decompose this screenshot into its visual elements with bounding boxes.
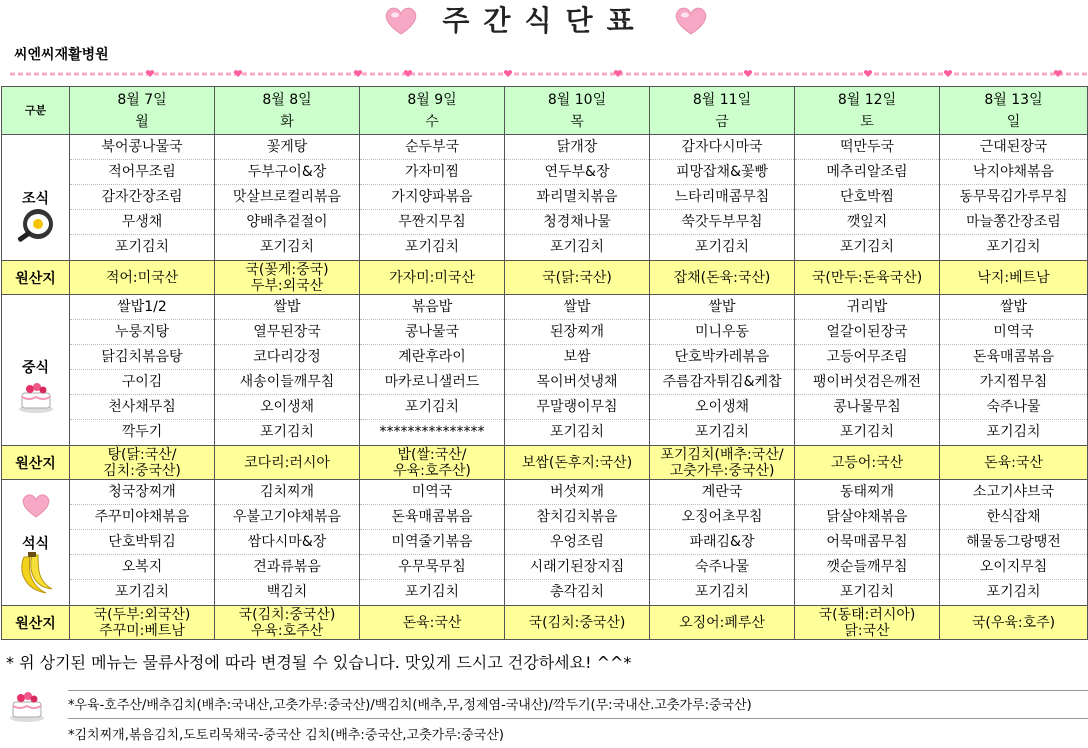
menu-item: 동태찌개 — [795, 480, 939, 505]
origin-line: 국(두부:외국산) — [93, 606, 191, 623]
divider — [68, 690, 1088, 691]
origin-line: 코다리:러시아 — [244, 454, 330, 471]
menu-item: 순두부국 — [360, 135, 504, 160]
menu-item: 천사채무침 — [70, 395, 214, 420]
origin-cell — [795, 446, 940, 480]
origin-line: 국(닭:국산) — [542, 269, 612, 286]
menu-item: 단호박찜 — [795, 185, 939, 210]
origin-line: 주꾸미:베트남 — [99, 622, 185, 639]
meal-label — [2, 135, 70, 261]
menu-item: 맛살브로컬리볶음 — [215, 185, 359, 210]
menu-item: 포기김치 — [549, 424, 605, 440]
menu-item: 감자다시마국 — [650, 135, 794, 160]
origin-label: 원산지 — [2, 261, 70, 295]
menu-item: 쌀밥 — [940, 295, 1087, 320]
day-date: 8월 8일 — [262, 91, 312, 108]
origin-cell — [940, 606, 1088, 640]
menu-item: 감자간장조림 — [70, 185, 214, 210]
menu-item: 포기김치 — [114, 239, 170, 255]
fried-egg-pan-icon — [16, 206, 56, 250]
menu-item: 깍두기 — [121, 424, 163, 440]
origin-cell — [505, 606, 650, 640]
origin-cell — [650, 446, 795, 480]
menu-item: 포기김치 — [986, 424, 1041, 440]
origin-line: 고등어:국산 — [830, 454, 904, 471]
menu-item: 된장찌개 — [505, 320, 649, 345]
menu-item: 주꾸미야채볶음 — [70, 505, 214, 530]
menu-item: 연두부&장 — [505, 160, 649, 185]
menu-item: 쌀밥1/2 — [70, 295, 214, 320]
origin-label: 원산지 — [2, 606, 70, 640]
meal-row — [2, 295, 1088, 446]
menu-cell — [940, 295, 1088, 446]
weekly-menu-table — [1, 86, 1088, 640]
footer-line-2: *김치찌개,볶음김치,도토리묵채국-중국산 김치(배추:중국산,고춧가루:중국산) — [68, 728, 504, 743]
menu-item: 백김치 — [266, 584, 308, 600]
origin-line: 밥(쌀:국산/ — [397, 446, 467, 463]
origin-line: 국(만두:돈육국산) — [811, 269, 923, 286]
menu-item: 오징어초무침 — [650, 505, 794, 530]
menu-item: 꽃게탕 — [215, 135, 359, 160]
menu-item: 숙주나물 — [940, 395, 1087, 420]
menu-item: 쌀밥 — [505, 295, 649, 320]
day-date: 8월 10일 — [547, 91, 607, 108]
day-weekday: 금 — [715, 113, 729, 130]
origin-cell — [940, 261, 1088, 295]
page-header — [0, 0, 1088, 44]
day-date: 8월 12일 — [837, 91, 897, 108]
heart-icon — [21, 493, 51, 523]
heart-divider — [10, 70, 1088, 78]
menu-item: 계란국 — [650, 480, 794, 505]
menu-item: 가자미찜 — [360, 160, 504, 185]
menu-item: 청경채나물 — [505, 210, 649, 235]
menu-item: 파래김&장 — [650, 530, 794, 555]
origin-line: 보쌈(돈후지:국산) — [521, 454, 633, 471]
menu-item: 귀리밥 — [795, 295, 939, 320]
menu-cell — [505, 480, 650, 606]
origin-line: 우육:호주산) — [393, 462, 471, 479]
menu-item: 마늘쫑간장조림 — [940, 210, 1087, 235]
menu-item: 김치찌개 — [215, 480, 359, 505]
day-header — [215, 87, 360, 135]
menu-item: 미역국 — [360, 480, 504, 505]
menu-item: 포기김치 — [114, 584, 170, 600]
menu-item: 소고기샤브국 — [940, 480, 1087, 505]
origin-cell — [360, 261, 505, 295]
menu-item: 포기김치 — [694, 424, 750, 440]
day-weekday: 목 — [570, 113, 584, 130]
origin-line: 탕(닭:국산/ — [107, 446, 177, 463]
menu-item: 한식잡채 — [940, 505, 1087, 530]
origin-cell — [360, 606, 505, 640]
menu-item: 느타리매콤무침 — [650, 185, 794, 210]
menu-item: 숙주나물 — [650, 555, 794, 580]
day-header — [795, 87, 940, 135]
menu-cell — [650, 135, 795, 261]
menu-item: 포기김치 — [839, 584, 895, 600]
meal-row — [2, 480, 1088, 606]
menu-item: 양배추겉절이 — [215, 210, 359, 235]
menu-item: 닭김치볶음탕 — [70, 345, 214, 370]
origin-line: 오징어:페루산 — [679, 614, 765, 631]
menu-item: 오이지무침 — [940, 555, 1087, 580]
menu-item: 참치김치볶음 — [505, 505, 649, 530]
day-date: 8월 7일 — [117, 91, 167, 108]
menu-item: 포기김치 — [839, 424, 895, 440]
meal-label-wrap — [2, 295, 69, 445]
menu-item: 깻잎지 — [795, 210, 939, 235]
menu-item: 미니우동 — [650, 320, 794, 345]
menu-item: 무말랭이무침 — [505, 395, 649, 420]
origin-line: 돈육:국산 — [402, 614, 462, 631]
menu-item: 얼갈이된장국 — [795, 320, 939, 345]
heart-icon — [384, 6, 418, 36]
menu-item: 쌀밥 — [215, 295, 359, 320]
origin-line: 국(동태:러시아) — [818, 606, 916, 623]
menu-cell — [215, 295, 360, 446]
menu-item: 쌀밥 — [650, 295, 794, 320]
origin-line: 가자미:미국산 — [389, 269, 475, 286]
notice-text: * 위 상기된 메뉴는 물류사정에 따라 변경될 수 있습니다. 맛있게 드시고 건강하세요! ^^* — [6, 653, 632, 672]
menu-item: 버섯찌개 — [505, 480, 649, 505]
menu-cell — [795, 480, 940, 606]
menu-item: 단호박카레볶음 — [650, 345, 794, 370]
menu-cell — [940, 135, 1088, 261]
origin-line: 낙지:베트남 — [977, 269, 1050, 286]
menu-cell — [795, 135, 940, 261]
origin-line: 잡채(돈육:국산) — [673, 269, 771, 286]
day-weekday: 일 — [1006, 113, 1021, 130]
menu-item: 시래기된장지짐 — [505, 555, 649, 580]
menu-cell — [505, 295, 650, 446]
menu-item: 어묵매콤무침 — [795, 530, 939, 555]
menu-item: 낙지야채볶음 — [940, 160, 1087, 185]
menu-cell — [360, 480, 505, 606]
menu-item: 우엉조림 — [505, 530, 649, 555]
day-header — [505, 87, 650, 135]
meal-label-wrap — [2, 136, 69, 260]
menu-item: 포기김치 — [839, 239, 895, 255]
origin-line: 김치:중국산) — [103, 462, 181, 479]
menu-item: 메추리알조림 — [795, 160, 939, 185]
menu-item: 총각김치 — [549, 584, 605, 600]
menu-item: 닭살야채볶음 — [795, 505, 939, 530]
menu-cell — [70, 295, 215, 446]
menu-cell — [215, 480, 360, 606]
origin-row — [2, 261, 1088, 295]
origin-line: 두부:외국산 — [250, 277, 324, 294]
meal-label-text: 조식 — [21, 190, 50, 207]
origin-line: 적어:미국산 — [105, 269, 179, 286]
menu-item: 단호박튀김 — [70, 530, 214, 555]
menu-item: 오이생채 — [650, 395, 794, 420]
origin-line: 국(김치:중국산) — [238, 606, 336, 623]
menu-item: 북어콩나물국 — [70, 135, 214, 160]
origin-line: 고춧가루:중국산) — [669, 462, 775, 479]
day-header — [360, 87, 505, 135]
origin-cell — [650, 606, 795, 640]
menu-item: 꽈리멸치볶음 — [505, 185, 649, 210]
menu-cell — [650, 295, 795, 446]
menu-item: 미역줄기볶음 — [360, 530, 504, 555]
origin-line: 국(우육:호주) — [971, 614, 1056, 631]
origin-row — [2, 446, 1088, 480]
menu-item: 우불고기야채볶음 — [215, 505, 359, 530]
origin-cell — [795, 606, 940, 640]
menu-item: 마카로니샐러드 — [360, 370, 504, 395]
menu-item: 해물동그랑땡전 — [940, 530, 1087, 555]
menu-item: 포기김치 — [259, 424, 315, 440]
menu-item: *************** — [379, 424, 485, 440]
meal-label-wrap — [2, 481, 69, 605]
menu-item: 새송이들깨무침 — [215, 370, 359, 395]
menu-item: 고등어무조림 — [795, 345, 939, 370]
menu-item: 콩나물국 — [360, 320, 504, 345]
origin-line: 우육:호주산 — [250, 622, 324, 639]
day-header — [940, 87, 1088, 135]
menu-item: 적어무조림 — [70, 160, 214, 185]
menu-item: 돈육매콤볶음 — [940, 345, 1087, 370]
menu-cell — [70, 135, 215, 261]
origin-cell — [360, 446, 505, 480]
menu-item: 돈육매콤볶음 — [360, 505, 504, 530]
menu-cell — [940, 480, 1088, 606]
day-date: 8월 13일 — [984, 91, 1043, 108]
menu-item: 견과류볶음 — [215, 555, 359, 580]
menu-item: 보쌈 — [505, 345, 649, 370]
gubun-header: 구분 — [2, 87, 70, 135]
menu-item: 무짠지무침 — [360, 210, 504, 235]
meal-label — [2, 295, 70, 446]
menu-item: 콩나물무침 — [795, 395, 939, 420]
origin-cell — [505, 446, 650, 480]
menu-item: 구이김 — [70, 370, 214, 395]
menu-item: 깻순들깨무침 — [795, 555, 939, 580]
menu-item: 오복지 — [70, 555, 214, 580]
menu-cell — [360, 135, 505, 261]
menu-cell — [360, 295, 505, 446]
menu-item: 열무된장국 — [215, 320, 359, 345]
menu-item: 포기김치 — [986, 584, 1041, 600]
page-title: 주간식단표 — [442, 4, 648, 37]
menu-item: 팽이버섯검은깨전 — [795, 370, 939, 395]
cake-icon — [8, 688, 46, 724]
day-date: 8월 11일 — [692, 91, 752, 108]
menu-item: 무생채 — [70, 210, 214, 235]
meal-label — [2, 480, 70, 606]
origin-line: 닭:국산 — [844, 622, 890, 639]
origin-cell — [505, 261, 650, 295]
day-weekday: 수 — [425, 113, 439, 130]
menu-item: 목이버섯냉채 — [505, 370, 649, 395]
menu-item: 근대된장국 — [940, 135, 1087, 160]
day-header — [70, 87, 215, 135]
menu-item: 포기김치 — [360, 395, 504, 420]
day-date: 8월 9일 — [407, 91, 457, 108]
menu-item: 계란후라이 — [360, 345, 504, 370]
cake-icon — [16, 379, 56, 419]
origin-cell — [215, 261, 360, 295]
origin-cell — [70, 606, 215, 640]
origin-cell — [215, 446, 360, 480]
menu-item: 우무묵무침 — [360, 555, 504, 580]
menu-item: 가지찜무침 — [940, 370, 1087, 395]
origin-cell — [795, 261, 940, 295]
menu-item: 피망잡채&꽃빵 — [650, 160, 794, 185]
day-weekday: 토 — [860, 113, 874, 130]
origin-line: 돈육:국산 — [984, 454, 1043, 471]
meal-row — [2, 135, 1088, 261]
menu-item: 동무묵김가루무침 — [940, 185, 1087, 210]
menu-cell — [795, 295, 940, 446]
origin-line: 국(꽃게:중국) — [245, 261, 329, 278]
menu-item: 포기김치 — [986, 239, 1041, 255]
menu-item: 쌈다시마&장 — [215, 530, 359, 555]
origin-cell — [940, 446, 1088, 480]
meal-label-text: 석식 — [21, 535, 50, 552]
heart-icon — [674, 6, 708, 36]
menu-item: 쑥갓두부무침 — [650, 210, 794, 235]
origin-label: 원산지 — [2, 446, 70, 480]
menu-cell — [215, 135, 360, 261]
day-weekday: 화 — [280, 113, 294, 130]
menu-item: 볶음밥 — [360, 295, 504, 320]
day-weekday: 월 — [135, 113, 149, 130]
menu-item: 포기김치 — [549, 239, 605, 255]
menu-cell — [505, 135, 650, 261]
menu-item: 누룽지탕 — [70, 320, 214, 345]
origin-cell — [215, 606, 360, 640]
meal-label-text: 중식 — [21, 360, 50, 376]
menu-item: 청국장찌개 — [70, 480, 214, 505]
menu-item: 포기김치 — [404, 239, 460, 255]
menu-item: 미역국 — [940, 320, 1087, 345]
menu-item: 오이생채 — [215, 395, 359, 420]
menu-item: 닭개장 — [505, 135, 649, 160]
menu-item: 포기김치 — [404, 584, 460, 600]
origin-line: 포기김치(배추:국산/ — [660, 446, 784, 463]
origin-cell — [70, 446, 215, 480]
menu-cell — [650, 480, 795, 606]
origin-cell — [650, 261, 795, 295]
menu-item: 포기김치 — [694, 239, 750, 255]
origin-line: 국(김치:중국산) — [528, 614, 626, 631]
origin-row — [2, 606, 1088, 640]
banana-icon — [16, 551, 56, 601]
menu-cell — [70, 480, 215, 606]
menu-item: 떡만두국 — [795, 135, 939, 160]
footer-line-1: *우육-호주산/배추김치(배추:국내산,고춧가루:중국산)/백김치(배추,무,정제염-국내산)/깍두기(무:국내산.고춧가루:중국산) — [68, 698, 752, 713]
menu-item: 두부구이&장 — [215, 160, 359, 185]
origin-cell — [70, 261, 215, 295]
menu-item: 포기김치 — [259, 239, 315, 255]
header-row — [2, 87, 1088, 135]
organization-name: 씨엔씨재활병원 — [14, 47, 109, 63]
menu-item: 가지양파볶음 — [360, 185, 504, 210]
menu-item: 코다리강정 — [215, 345, 359, 370]
divider — [68, 718, 1088, 719]
day-header — [650, 87, 795, 135]
menu-item: 주름감자튀김&케찹 — [650, 370, 794, 395]
menu-item: 포기김치 — [694, 584, 750, 600]
